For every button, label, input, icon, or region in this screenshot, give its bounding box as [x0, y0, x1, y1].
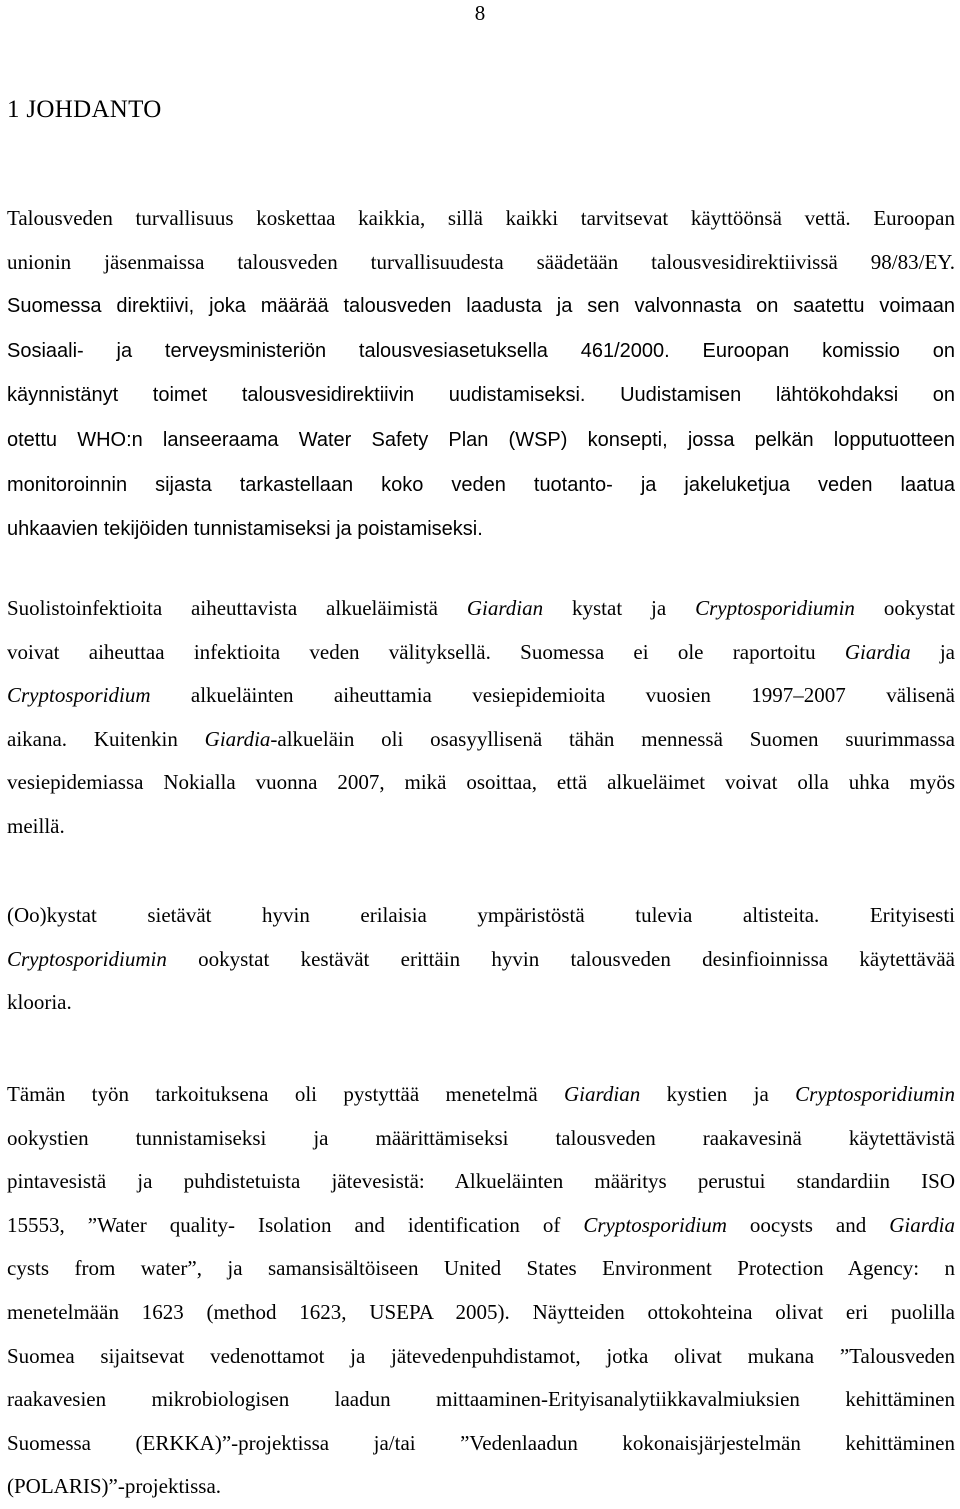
text-run: käynnistänyt toimet talousvesidirektiivin uudistamiseksi. Uudistamisen lähtökohdaksi on: [7, 384, 955, 407]
text-run: unionin jäsenmaissa talousveden turvallisuudesta säädetään talousvesidirektiivissä 98/83/EY.: [7, 249, 955, 274]
text-line: [7, 418, 955, 463]
italic-term: Giardian: [564, 1082, 641, 1106]
text-run: Suomessa (ERKKA)”-projektissa ja/tai ”Vedenlaadun kokonaisjärjestelmän kehittäminen: [7, 1430, 955, 1455]
paragraph-3: [7, 894, 955, 1025]
text-line: [7, 1335, 955, 1379]
italic-term: Cryptosporidium: [583, 1212, 727, 1237]
text-run: meillä.: [7, 813, 65, 838]
text-run: 15553, ”Water quality- Isolation and identification of: [7, 1212, 584, 1237]
text-run: pintavesistä ja puhdistetuista jätevesistä: Alkueläinten määritys perustui standardiin ISO: [7, 1169, 955, 1194]
text-run: Suomessa direktiivi, joka määrää talousveden laadusta ja sen valvonnasta on saatettu voimaan: [7, 295, 955, 318]
paragraph-1: [7, 197, 955, 552]
text-line: [7, 197, 955, 241]
text-run: klooria.: [7, 990, 72, 1015]
page-number: 8: [474, 1, 486, 25]
text-line: [7, 241, 955, 285]
text-run: uhkaavien tekijöiden tunnistamiseksi ja poistamiseksi.: [7, 518, 483, 541]
text-line: [7, 507, 955, 552]
text-run: monitoroinnin sijasta tarkastellaan koko veden tuotanto- ja jakeluketjua veden laatua: [7, 473, 955, 496]
text-line: [7, 373, 955, 418]
text-run: Sosiaali- ja terveysministeriön talousvesiasetuksella 461/2000. Euroopan komissio on: [7, 339, 955, 362]
text-run: aikana. Kuitenkin: [7, 726, 205, 751]
text-run: (POLARIS)”-projektissa.: [7, 1474, 222, 1499]
text-line: [7, 1378, 955, 1422]
text-run: menetelmään 1623 (method 1623, USEPA 2005). Näytteiden ottokohteina olivat eri puolilla: [7, 1299, 955, 1324]
text-run: Tämän työn tarkoituksena oli pystyttää menetelmä: [7, 1082, 565, 1106]
text-line: [7, 894, 955, 938]
text-run: Talousveden turvallisuus koskettaa kaikkia, sillä kaikki tarvitsevat käyttöönsä vettä. Euroopan: [7, 206, 955, 230]
text-line: [7, 587, 955, 631]
text-run: ookystien tunnistamiseksi ja määrittämiseksi talousveden raakavesinä käytettävistä: [7, 1125, 955, 1150]
text-line: [7, 1160, 955, 1204]
text-run: ja: [910, 639, 956, 664]
text-run: raakavesien mikrobiologisen laadun mittaaminen-Erityisanalytiikkavalmiuksien kehittäminen: [7, 1387, 955, 1412]
text-line: [7, 805, 955, 849]
text-line: [7, 761, 955, 805]
text-line: [7, 938, 955, 982]
text-run: kystat ja: [543, 596, 696, 620]
text-line: [7, 674, 955, 718]
text-line: [7, 718, 955, 762]
text-run: cysts from water”, ja samansisältöiseen United States Environment Protection Agency: n: [7, 1256, 955, 1281]
text-run: Suomea sijaitsevat vedenottamot ja jätevedenpuhdistamot, jotka olivat mukana ”Talousveden: [7, 1343, 955, 1368]
text-line: [7, 463, 955, 508]
text-run: vesiepidemiassa Nokialla vuonna 2007, mikä osoittaa, että alkueläimet voivat olla uhka myös: [7, 770, 955, 795]
text-line: [7, 1247, 955, 1291]
text-run: oocysts and: [726, 1212, 890, 1237]
paragraph-4: [7, 1073, 955, 1509]
text-run: (Oo)kystat sietävät hyvin erilaisia ympäristöstä tulevia altisteita. Erityisesti: [7, 903, 955, 927]
text-line: [7, 631, 955, 675]
text-line: [7, 1204, 955, 1248]
italic-term: Cryptosporidium: [7, 683, 151, 708]
italic-term: Giardian: [466, 596, 544, 620]
italic-term: Giardia: [204, 726, 271, 751]
italic-term: Cryptosporidiumin: [695, 596, 855, 620]
paragraph-2: [7, 587, 955, 849]
italic-term: Cryptosporidiumin: [7, 946, 167, 971]
text-run: ookystat kestävät erittäin hyvin talousveden desinfioinnissa käytettävää: [166, 946, 955, 971]
text-run: alkueläinten aiheuttamia vesiepidemioita vuosien 1997–2007 välisenä: [150, 683, 955, 708]
section-heading: 1 JOHDANTO: [7, 96, 162, 123]
text-run: Suolistoinfektioita aiheuttavista alkueläimistä: [7, 596, 467, 620]
italic-term: Giardia: [844, 639, 911, 664]
text-run: otettu WHO:n lanseeraama Water Safety Plan (WSP) konsepti, jossa pelkän lopputuotteen: [7, 428, 955, 451]
text-line: [7, 329, 955, 374]
text-line: [7, 1422, 955, 1466]
text-run: kystien ja: [640, 1082, 796, 1106]
text-line: [7, 1117, 955, 1161]
text-run: voivat aiheuttaa infektioita veden välityksellä. Suomessa ei ole raportoitu: [7, 639, 845, 664]
text-line: [7, 1465, 955, 1509]
text-run: -alkueläin oli osasyyllisenä tähän mennessä Suomen suurimmassa: [270, 726, 955, 751]
text-line: [7, 284, 955, 329]
italic-term: Giardia: [889, 1212, 955, 1237]
text-run: ookystat: [854, 596, 955, 620]
italic-term: Cryptosporidiumin: [795, 1082, 955, 1106]
text-line: [7, 1073, 955, 1117]
text-line: [7, 981, 955, 1025]
text-line: [7, 1291, 955, 1335]
